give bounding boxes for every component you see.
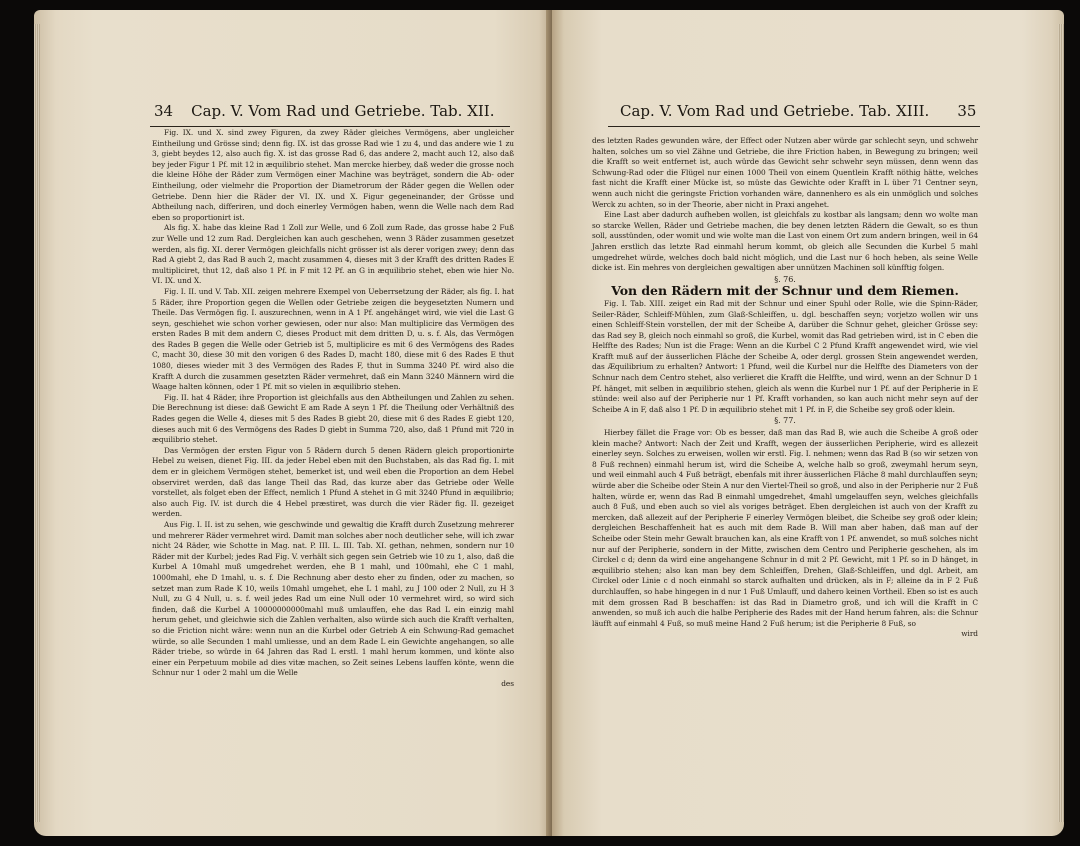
running-header-right: [620, 102, 990, 124]
section-mark-76: §. 76.: [774, 274, 796, 284]
page-edges-right: [1058, 24, 1064, 822]
paragraph: Fig. II. hat 4 Räder, ihre Proportion ist gleichfalls aus den Abtheilungen und Zahlen zu sehen. Die Berechnung ist diese: daß Gewicht E am Rade A seyn 1 Pf. die Theilung oder Verhältniß des Rades gegen die Welle 4, dieses mit 5 des Rades B giebt 20, diese mit 6 des Rades E giebt 120, dieses auch mit 6 des Vermögens des Rades D giebt in Summa 720, also, daß 1 Pfund mit 720 in æquilibrio stehet.: [152, 392, 514, 445]
paragraph: Das Vermögen der ersten Figur von 5 Rädern durch 5 denen Rädern gleich proportionirte Hebel zu weisen, dienet Fig. III. da jeder Hebel eben mit den Buchstaben, als das Rad fig. I. mit dem er in gleichem Vermögen stehet, bemerket ist, und weil eben die Proportion an dem Hebel observiret werden, daß das lange Theil das Rad, das kurze aber das Getriebe oder Welle vorstellet, als folget eben der Effect, nemlich 1 Pfund A stehet in G mit 3240 Pfund in æquilibrio; also auch Fig. IV. ist durch die 4 Hebel præstiret, was durch die vier Räder fig. II. gezeiget werden.: [152, 445, 514, 519]
paragraph: des letzten Rades gewunden wäre, der Effect oder Nutzen aber würde gar schlecht seyn, und schwehr halten, solches um so viel Zähne und Getriebe, die ihre Friction haben, in Bewegung zu bringen; weil die Krafft so weit entfernet ist, auch würde das Gewicht sehr schwehr seyn müssen, denn wenn das Schwung-Rad oder die Flügel nur einen 1000 Theil von einem Quentlein Krafft nöthig hätte, welches fast nicht die Krafft einer Mücke ist, so müste das Gewichte oder Krafft in L über 71 Centner seyn, wenn auch nicht die geringste Friction vorhanden wäre, dannenhero es als ein unmöglich und solches Werck zu achten, so in der Theorie, aber nicht in Praxi angehet.: [592, 136, 978, 209]
paragraph: Fig. I. II. und V. Tab. XII. zeigen mehrere Exempel von Ueberrsetzung der Räder, als fig. I. hat 5 Räder, ihre Proportion gegen die Wellen oder Getriebe zeigen die beygesetzten Numern und Theile. Das Vermögen fig. I. auszurechnen, wenn in A 1 Pf. angehänget wird, wie viel die Last G seyn, geschiehet wie schon vorher gewiesen, oder nur also: Man multiplicire das Vermögen des ersten Rades B mit dem andern C, dieses Product mit dem dritten D, u. s. f. Als, das Vermögen des Rades B gegen die Welle oder Getrieb ist 5, multiplicire es mit 6 des Vermögens des Rades C, macht 30, diese 30 mit den vorigen 6 des Rades D, macht 180, diese mit 6 des Rades E thut 1080, dieses wieder mit 3 des Vermögen des Rades F, thut in Summa 3240 Pf. wird also die Krafft A durch die zusammen gesetzten Räder vermehret, daß ein Mann 3240 Männern wird die Waage halten können, oder 1 Pf. mit so vielen in æquilibrio stehen.: [152, 286, 514, 392]
right-page: [552, 10, 1064, 836]
page-number-right: 35: [957, 102, 977, 120]
catchword-left: des: [501, 678, 514, 688]
catchword-right: wird: [961, 629, 978, 639]
header-title-right: Cap. V. Vom Rad und Getriebe. Tab. XIII.: [620, 102, 930, 120]
header-title-left: Cap. V. Vom Rad und Getriebe. Tab. XII.: [191, 102, 495, 120]
header-rule-right: [608, 126, 980, 127]
paragraph: Fig. IX. und X. sind zwey Figuren, da zwey Räder gleiches Vermögens, aber ungleicher Eintheilung und Grösse sind; denn fig. IX. ist das grosse Rad wie 1 zu 4, und das andere wie 1 zu 3, giebt beydes 12, also auch fig. X. ist das grosse Rad 6, das andere 2, macht auch 12, also daß bey jeder Figur 1 Pf. mit 12 in æquilibrio stehet. Man mercke hierbey, daß weder die grosse noch die kleine Höhe der Räder zum Vermögen einer Machine was beyträget, sondern die Ab- oder Eintheilung, oder vielmehr die Proportion der Diametrorum der Räder gegen die Wellen oder Getriebe. Denn hier die Räder der VI. IX. und X. Figur gegeneinander, der Grösse und Abtheilung nach, differiren, und doch einerley Vermögen haben, wenn die Welle nach dem Rad eben so proportionirt ist.: [152, 128, 514, 222]
paragraph: Als fig. X. habe das kleine Rad 1 Zoll zur Welle, und 6 Zoll zum Rade, das grosse habe 2 Fuß zur Welle und 12 zum Rad. Dergleichen kan auch geschehen, wenn 3 Räder zusammen gesetzet werden, als fig. XI. derer Vermögen gleichfalls nicht grösser ist als derer vorigen zwey; denn das Rad A giebt 2, das Rad B auch 2, macht zusammen 4, dieses mit 3 der Krafft des dritten Rades E multipliciret, thut 12, daß also 1 Pf. in F mit 12 Pf. an G in æquilibrio stehet, eben wie hier No. VI. IX. und X.: [152, 223, 514, 286]
page-number-left: 34: [154, 102, 174, 120]
paragraph: Hierbey fället die Frage vor: Ob es besser, daß man das Rad B, wie auch die Scheibe A groß oder klein mache? Antwort: Nach der Zeit und Krafft, wegen der äusserlichen Peripherie, wird es allezeit einerley seyn. Solches zu erweisen, wollen wir erstl. Fig. I. nehmen; wenn das Rad B (so wir setzen von 8 Fuß rechnen) einmahl herum ist, wird die Scheibe A, welche halb so groß, zweymahl herum seyn, und weil einmahl auch 4 Fuß beträgt, ebenfals mit ihrer äusserlichen Fläche 8 mahl durchlauffen seyn; würde aber die Scheibe oder Stein A nur den Viertel-Theil so groß, und also in der Peripherie nur 2 Fuß halten, würde er, wenn das Rad B einmahl umgedrehet, 4mahl umgelauffen seyn, welches gleichfalls auch 8 Fuß, und eben auch so viel als voriges beträget. Eben dergleichen ist auch von der Krafft zu mercken, daß allezeit auf der Peripherie F einerley Vermögen bleibet, die Scheibe sey groß oder klein; dergleichen Beschaffenheit hat es auch mit dem Rade B. Will man aber haben, daß man auf der Scheibe oder Stein mehr Gewalt brauchen kan, als eine Krafft von 1 Pf. anwendet, so muß solches nicht nur auf der Peripherie, sondern in der Mitte, zwischen dem Centro und Peripherie geschehen, als im Circkel c d; denn da wird eine angehangene Schnur in d mit 2 Pf. Gewicht, mit 1 Pf. so in D hänget, in æquilibrio stehen; also kan man bey dem Schleiffen, Drehen, Glaß-Schleiffen, und dgl. Arbeit, am Circkel oder Linie c d noch einmahl so starck aufhalten und drücken, als in F; alleine da in F 2 Fuß durchlauffen, so habe hingegen in d nur 1 Fuß Umlauff, und dahero keinen Vortheil. Eben so ist es auch mit dem grossen Rad B beschaffen: ist das Rad in Diametro groß, und ich will die Krafft in C anwenden, so muß ich auch die halbe Peripherie des Rades mit der Hand herum fahren, als: die Schnur läufft auf einmahl 4 Fuß, so muß meine Hand 2 Fuß herum; ist die Peripherie 8 Fuß, so: [592, 428, 979, 628]
header-rule-left: [150, 126, 510, 127]
page-edges-left: [34, 24, 40, 822]
section-title: Von den Rädern mit der Schnur und dem Riemen.: [611, 283, 959, 299]
open-book: [28, 2, 1074, 844]
paragraph: Fig. I. Tab. XIII. zeiget ein Rad mit der Schnur und einer Spuhl oder Rolle, wie die Spinn-Räder, Seiler-Räder, Schleiff-Mühlen, zum Glaß-Schleiffen, u. dgl. beschaffen seyn; vorjetzo wollen wir uns einen Schleiff-Stein vorstellen, der mit der Scheibe A, darüber die Schnur gehet, gleicher Grösse sey: das Rad sey B, gleich noch einmahl so groß, die Kurbel, womit das Rad getrieben wird, ist in C eben die Helffte des Rades; Nun ist die Frage: Wenn an die Kurbel C 2 Pfund Krafft angewendet wird, wie viel Krafft muß auf der äusserlichen Fläche der Scheibe A, oder dergl. grossen Stein angewendet werden, das Æquilibrium zu erhalten? Antwort: 1 Pfund, weil die Kurbel nur die Helffte des Diameters von der Schnur nach dem Centro stehet, also verlieret die Krafft die Helffte, und wird, wenn an der Schnur D 1 Pf. hänget, mit selben in æquilibrio stehen, gleich als wenn die Kurbel nur 1 Pf. auf der Peripherie in E stünde: weil also auf der Peripherie nur 1 Pf. Krafft vorhanden, so kan auch nicht mehr seyn auf der Scheibe A in F, daß also 1 Pf. D in æquilibrio stehet mit 1 Pf. in F, die Scheibe sey groß oder klein.: [592, 298, 978, 414]
running-header-left: [154, 102, 506, 124]
text-column-left: [152, 128, 514, 689]
left-page: [34, 10, 552, 836]
paragraph: Aus Fig. I. II. ist zu sehen, wie geschwinde und gewaltig die Krafft durch Zusetzung mehrerer und mehrerer Räder vermehret wird. Damit man solches aber noch deutlicher sehe, will ich zwar nicht 24 Räder, wie Schotte in Mag. nat. P. III. L. III. Tab. XI. gethan, nehmen, sondern nur 10 Räder mit der Kurbel; jedes Rad Fig. V. verhält sich gegen sein Getrieb wie 10 zu 1, also, daß die Kurbel A 10mahl muß umgedrehet werden, ehe B 1 mahl, und 100mahl, ehe C 1 mahl, 1000mahl, ehe D 1mahl, u. s. f. Die Rechnung aber desto eher zu finden, oder zu machen, so setzet man zum Rade K 10, weils 10mahl umgehet, ehe L 1 mahl, zu J 100 oder 2 Null, zu H 3 Null, zu G 4 Null, u. s. f. weil jedes Rad um eine Null oder 10 vermehret wird, so wird sich finden, daß die Kurbel A 10000000000mahl muß umlauffen, ehe das Rad L ein einzig mahl herum gehet, und gleichwie sich die Zahlen verhalten, also würde sich auch die Krafft verhalten, so die Friction nicht wäre: wenn nun an die Kurbel oder Getrieb A ein Schwung-Rad gemachet würde, so alle Secunden 1 mahl umliesse, und an dem Rade L ein Gewichte angehangen, so alle Räder triebe, so würde in 64 Jahren das Rad L erstl. 1 mahl herum kommen, und könte also einer ein Perpetuum mobile ad dies vitæ machen, so Zeit seines Lebens lauffen könte, wenn die Schnur nur 1 oder 2 mahl um die Welle: [152, 519, 514, 678]
paragraph: Eine Last aber dadurch aufheben wollen, ist gleichfals zu kostbar als langsam; denn wo wolte man so starcke Wellen, Räder und Getriebe machen, die bey denen letzten Rädern die Gewalt, so es thun soll, ausstünden, oder womit und wie wolte man die Last von einem Ort zum andern bringen, weil in 64 Jahren erstlich das letzte Rad einmahl herum kommt, ob gleich alle Secunden die Kurbel 5 mahl umgedrehet würde, welches doch bald nicht möglich, und die Last nur 6 hoch heben, als seine Welle dicke ist. Ein mehres von dergleichen gewaltigen aber unnützen Machinen soll künfftig folgen.: [592, 210, 978, 273]
text-column-right: [592, 136, 978, 640]
section-mark-77: §. 77.: [774, 416, 796, 426]
